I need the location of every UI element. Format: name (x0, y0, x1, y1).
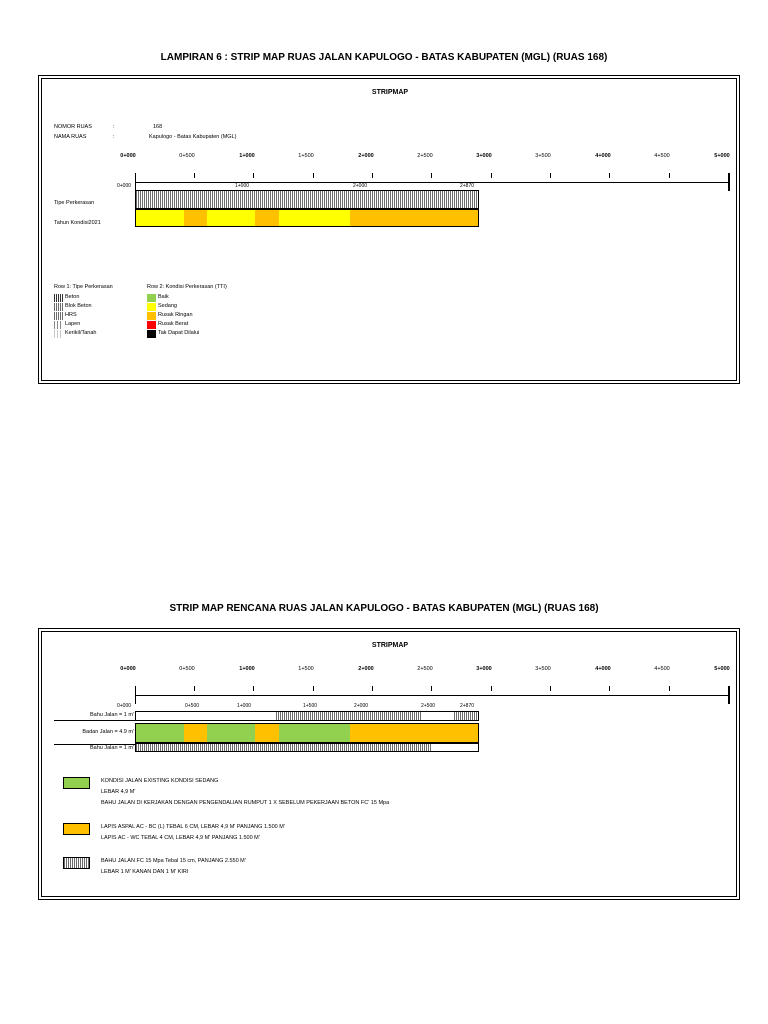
ruler-label: 0+000 (116, 183, 132, 189)
scale-label: 5+000 (714, 666, 730, 672)
condition-segment (136, 210, 184, 226)
scale-label: 1+500 (298, 666, 314, 672)
lapen-swatch (54, 321, 63, 329)
ruler-tick (609, 686, 610, 691)
condition-legend-swatch (147, 303, 156, 311)
stripmap-panel-1 (38, 75, 740, 384)
ruler-label: 0+000 (116, 703, 132, 709)
condition-segment (136, 724, 184, 742)
scale-label: 1+500 (298, 153, 314, 159)
ruler-tick (372, 173, 373, 178)
page1-title: LAMPIRAN 6 : STRIP MAP RUAS JALAN KAPULOGO - BATAS KABUPATEN (MGL) (RUAS 168) (160, 52, 608, 63)
legend-row1-item: HRS (65, 312, 77, 318)
ruler-tick (194, 173, 195, 178)
ruler-tick (253, 686, 254, 691)
legend-row1-title: Row 1: Tipe Perkerasan (54, 284, 113, 290)
blok-beton-swatch (54, 303, 63, 311)
hrs-swatch (54, 312, 63, 320)
scale-label: 4+000 (595, 666, 611, 672)
stripmap-panel-2 (38, 628, 740, 900)
condition-segment (207, 724, 255, 742)
scale-label: 0+000 (120, 666, 136, 672)
nama-ruas-colon: : (113, 134, 115, 140)
ruler-tick (491, 686, 492, 691)
condition-legend-swatch (147, 294, 156, 302)
ruler-label: 1+500 (302, 703, 318, 709)
legend-text: LEBAR 4,9 M' (101, 789, 136, 795)
legend-text: KONDISI JALAN EXISTING KONDISI SEDANG (101, 778, 219, 784)
condition-legend-swatch (147, 321, 156, 329)
bahu-bottom-label: Bahu Jalan = 1 m' (89, 745, 134, 751)
scale-label: 5+000 (714, 153, 730, 159)
scale-label: 1+000 (239, 666, 255, 672)
legend-row1-item: Lapen (65, 321, 81, 327)
kerikil-swatch (54, 330, 63, 338)
legend-text: LAPIS AC - WC TEBAL 4 CM, LEBAR 4,9 M' PANJANG 1.500 M' (101, 835, 260, 841)
nomor-ruas-value: 168 (153, 124, 163, 130)
scale-label: 2+000 (358, 153, 374, 159)
scale-label: 1+000 (239, 153, 255, 159)
ruler-tick (431, 686, 432, 691)
ruler-label: 0+500 (184, 703, 200, 709)
legend-row1-item: Beton (65, 294, 80, 300)
condition-segment (184, 210, 208, 226)
ruler-line (135, 695, 729, 696)
panel-title: STRIPMAP (371, 89, 409, 96)
ruler-tick (491, 173, 492, 178)
bahu-top-label: Bahu Jalan = 1 m' (89, 712, 134, 718)
condition-legend-label: Sedang (158, 303, 177, 309)
ruler-tick (669, 686, 670, 691)
ruler-start (135, 173, 136, 191)
legend-text: LAPIS ASPAL AC - BC (L) TEBAL 6 CM, LEBAR 4,9 M' PANJANG 1.500 M' (101, 824, 285, 830)
row1-label: Tipe Perkerasan (54, 200, 95, 206)
green-legend-swatch (63, 777, 90, 789)
condition-legend-label: Baik (158, 294, 169, 300)
ruler-tick (431, 173, 432, 178)
ruler-label: 2+000 (353, 703, 369, 709)
legend-row1-item: Blok Beton (65, 303, 92, 309)
ruler-start (135, 686, 136, 704)
scale-label: 3+500 (535, 666, 551, 672)
condition-legend-label: Tak Dapat Dilalui (158, 330, 200, 336)
row2-label: Tahun Kondisi2021 (54, 220, 101, 226)
condition-segment (255, 724, 279, 742)
condition-segment (184, 724, 208, 742)
ruler-end (728, 686, 730, 704)
scale-label: 3+500 (535, 153, 551, 159)
scale-label: 3+000 (476, 153, 492, 159)
bahu-top-row (135, 711, 479, 721)
ruler-tick (253, 173, 254, 178)
condition-segment (350, 724, 478, 742)
ruler-tick (372, 686, 373, 691)
scale-label: 2+500 (417, 153, 433, 159)
scale-label: 4+500 (654, 153, 670, 159)
scale-label: 2+000 (358, 666, 374, 672)
scale-label: 0+000 (120, 153, 136, 159)
condition-segment (207, 210, 255, 226)
ruler-label: 2+500 (420, 703, 436, 709)
condition-segment (279, 210, 350, 226)
scale-label: 2+500 (417, 666, 433, 672)
scale-label: 0+500 (179, 666, 195, 672)
scale-label: 4+500 (654, 666, 670, 672)
bahu-bottom-row (135, 743, 479, 752)
legend-text: BAHU JALAN FC 15 Mpa Tebal 15 cm, PANJANG 2.550 M' (101, 858, 246, 864)
legend-row1-item: Kerikil/Tanah (65, 330, 97, 336)
page2-title: STRIP MAP RENCANA RUAS JALAN KAPULOGO - BATAS KABUPATEN (MGL) (RUAS 168) (169, 603, 599, 614)
ruler-label: 2+870 (459, 183, 475, 189)
condition-segment (350, 210, 478, 226)
nomor-ruas-colon: : (113, 124, 115, 130)
ruler-label: 2+870 (459, 703, 475, 709)
condition-legend-swatch (147, 330, 156, 338)
hatch-legend-swatch (63, 857, 90, 869)
nama-ruas-value: Kapulogo - Batas Kabupaten (MGL) (149, 134, 237, 140)
scale-label: 4+000 (595, 153, 611, 159)
condition-legend-label: Rusak Berat (158, 321, 189, 327)
condition-legend-swatch (147, 312, 156, 320)
ruler-tick (313, 686, 314, 691)
beton-swatch (54, 294, 63, 302)
ruler-tick (609, 173, 610, 178)
condition-legend-label: Rusak Ringan (158, 312, 193, 318)
scale-label: 3+000 (476, 666, 492, 672)
ruler-label: 2+000 (352, 183, 368, 189)
nomor-ruas-label: NOMOR RUAS (54, 124, 92, 130)
legend-text: BAHU JALAN DI KERJAKAN DENGAN PENGENDALIAN RUMPUT 1 X SEBELUM PEKERJAAN BETON FC' 15 Mpa (101, 800, 390, 806)
bahu-top-underline (54, 720, 136, 721)
panel-title: STRIPMAP (371, 642, 409, 649)
ruler-label: 1+000 (234, 183, 250, 189)
legend-text: LEBAR 1 M' KANAN DAN 1 M' KIRI (101, 869, 189, 875)
ruler-end (728, 173, 730, 191)
nama-ruas-label: NAMA RUAS (54, 134, 87, 140)
scale-label: 0+500 (179, 153, 195, 159)
condition-segment (279, 724, 350, 742)
badan-label: Badan Jalan = 4.9 m' (82, 729, 134, 735)
orange-legend-swatch (63, 823, 90, 835)
legend-row2-title: Row 2: Kondisi Perkerasan (TTI) (147, 284, 227, 290)
ruler-line (135, 182, 729, 183)
ruler-label: 1+000 (236, 703, 252, 709)
ruler-tick (550, 173, 551, 178)
condition-segment (255, 210, 279, 226)
badan-jalan-row (135, 723, 479, 743)
ruler-tick (550, 686, 551, 691)
pavement-type-row (135, 190, 479, 209)
ruler-tick (313, 173, 314, 178)
ruler-tick (669, 173, 670, 178)
ruler-tick (194, 686, 195, 691)
condition-row (135, 209, 479, 227)
